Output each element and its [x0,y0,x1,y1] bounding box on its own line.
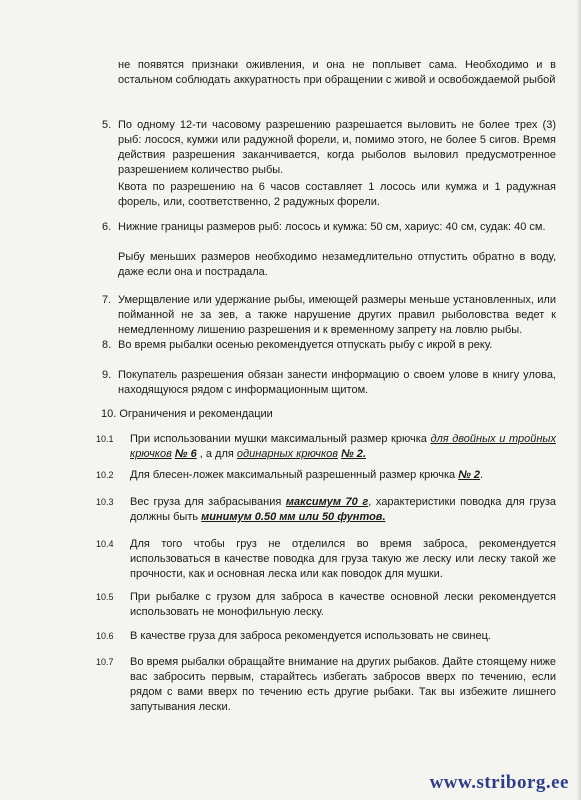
site-watermark: www.striborg.ee [429,772,569,793]
item-number: 7. [102,294,112,306]
item-number: 9. [102,369,112,381]
bold-text: № 6 [174,448,197,460]
bold-text: максимум 70 г [285,496,369,508]
subsection-text [130,495,556,525]
item-number: 6. [102,221,112,233]
subsection-text: При рыбалке с грузом для заброса в качестве основной лески рекомендуется использовать не монофильную леску. [130,591,556,618]
text-span: Вес груза для забрасывания [130,496,286,508]
bold-text: минимум 0.50 мм или 50 фунтов. [201,511,386,523]
subsection-text [130,432,556,462]
text-span: . [480,469,484,481]
subsection-text: Во время рыбалки обращайте внимание на других рыбаков. Дайте стоящему ниже вас забросить первым, старайтесь избегать забросов вверх по течению, если рядом с вами вверх по течению есть другие рыбаки. Так вы избежите лишнего запутывания лески. [130,656,556,713]
underlined-text: одинарных крючков [236,448,339,460]
item-text: По одному 12-ти часовому разрешению разрешается выловить не более трех (3) рыб: лосося, кумжи или радужной форели, и, помимо этого, не более 5 сигов. Время действия разрешения заканчивается, когда рыболов выловил предусмотренное разрешением количество рыбы. [118,119,556,176]
item-text: Умерщвление или удержание рыбы, имеющей размеры меньше установленных, или пойманной не за зев, а также нарушение других правил рыболовства ведет к немедленному лишению разрешения и к временному запрету на ловлю рыбы. [118,294,556,336]
subsection-number: 10.2 [96,470,114,480]
item-text: Покупатель разрешения обязан занести информацию о своем улове в книгу улова, находящуюся рядом с информационным щитом. [118,369,556,396]
subsection-number: 10.3 [96,497,114,507]
bold-text: № 2. [341,448,366,460]
subsection-number: 10.5 [96,592,114,602]
subsection-text: Для того чтобы груз не отделился во время заброса, рекомендуется использоваться в качестве поводка для груза такую же леску или леску такой же прочности, как и основная леска или как поводок для мушки. [130,538,556,580]
subsection-text [130,468,556,483]
subsection-number: 10.4 [96,539,114,549]
item-extra: Рыбу меньших размеров необходимо незамедлительно отпустить обратно в воду, даже если она и пострадала. [118,251,556,278]
text-span: При использовании мушки максимальный размер крючка [130,433,431,445]
page-edge-shadow [576,0,581,800]
subsection-number: 10.1 [96,434,114,444]
item-text: Нижние границы размеров рыб: лосось и кумжа: 50 см, хариус: 40 см, судак: 40 см. [118,221,546,233]
subsection-number: 10.7 [96,657,114,667]
underlined-text: для двойных и тройных крючков [130,433,556,460]
intro-paragraph: не появятся признаки оживления, и она не поплывет сама. Необходимо и в остальном соблюдать аккуратность при обращении с живой и освобождаемой рыбой [118,59,556,86]
item-number: 8. [102,339,112,351]
item-number: 5. [102,119,112,131]
subsection-number: 10.6 [96,631,114,641]
item-extra: Квота по разрешению на 6 часов составляет 1 лосось или кумжа и 1 радужная форель, или, соответственно, 2 радужных форели. [118,181,556,208]
subsection-text: В качестве груза для заброса рекомендуется использовать не свинец. [130,630,491,642]
bold-text: № 2 [458,469,481,481]
text-span: , а для [196,448,237,460]
section-heading: 10. Ограничения и рекомендации [101,408,273,420]
text-span: Для блесен-ложек максимальный разрешенный размер крючка [130,469,459,481]
item-text: Во время рыбалки осенью рекомендуется отпускать рыбу с икрой в реку. [118,339,493,351]
text-span: , характеристики поводка для груза должны быть [130,496,557,523]
